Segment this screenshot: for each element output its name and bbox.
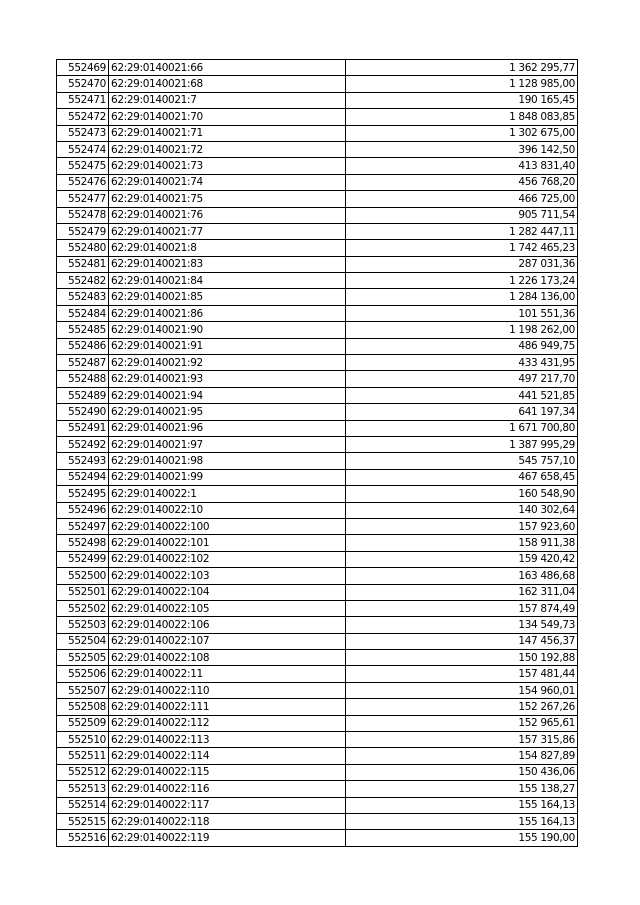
cadastral-value-cell: 1 282 447,11 [346,223,578,239]
cadastral-value-cell: 1 198 262,00 [346,322,578,338]
cadastral-number-cell: 62:29:0140022:119 [109,830,346,846]
row-number-cell: 552508 [57,699,109,715]
table-row [57,633,578,649]
cadastral-number-cell: 62:29:0140022:10 [109,502,346,518]
cadastral-number-cell: 62:29:0140021:99 [109,469,346,485]
row-number-cell: 552499 [57,551,109,567]
table-row [57,715,578,731]
row-number-cell: 552477 [57,191,109,207]
table-row [57,273,578,289]
table-row [57,158,578,174]
cadastral-value-cell: 1 362 295,77 [346,60,578,76]
table-body [57,60,578,847]
cadastral-number-cell: 62:29:0140022:114 [109,748,346,764]
row-number-cell: 552505 [57,650,109,666]
row-number-cell: 552475 [57,158,109,174]
table-row [57,355,578,371]
cadastral-value-cell: 433 431,95 [346,355,578,371]
cadastral-value-cell: 140 302,64 [346,502,578,518]
cadastral-number-cell: 62:29:0140021:66 [109,60,346,76]
row-number-cell: 552495 [57,486,109,502]
table-row [57,797,578,813]
row-number-cell: 552491 [57,420,109,436]
cadastral-number-cell: 62:29:0140022:102 [109,551,346,567]
table-row [57,141,578,157]
cadastral-value-cell: 157 923,60 [346,518,578,534]
cadastral-number-cell: 62:29:0140021:77 [109,223,346,239]
row-number-cell: 552510 [57,732,109,748]
row-number-cell: 552476 [57,174,109,190]
cadastral-value-cell: 159 420,42 [346,551,578,567]
cadastral-value-cell: 1 226 173,24 [346,273,578,289]
cadastral-number-cell: 62:29:0140021:70 [109,109,346,125]
cadastral-number-cell: 62:29:0140021:84 [109,273,346,289]
cadastral-number-cell: 62:29:0140022:112 [109,715,346,731]
cadastral-value-cell: 162 311,04 [346,584,578,600]
row-number-cell: 552513 [57,781,109,797]
cadastral-number-cell: 62:29:0140022:115 [109,764,346,780]
cadastral-number-cell: 62:29:0140022:106 [109,617,346,633]
table-row [57,535,578,551]
cadastral-number-cell: 62:29:0140021:95 [109,404,346,420]
cadastral-value-cell: 155 164,13 [346,813,578,829]
cadastral-number-cell: 62:29:0140021:72 [109,141,346,157]
row-number-cell: 552488 [57,371,109,387]
cadastral-number-cell: 62:29:0140021:96 [109,420,346,436]
cadastral-number-cell: 62:29:0140021:98 [109,453,346,469]
row-number-cell: 552472 [57,109,109,125]
table-row [57,289,578,305]
cadastral-value-cell: 486 949,75 [346,338,578,354]
cadastral-number-cell: 62:29:0140022:101 [109,535,346,551]
row-number-cell: 552470 [57,76,109,92]
table-row [57,256,578,272]
cadastral-value-cell: 163 486,68 [346,568,578,584]
table-row [57,732,578,748]
cadastral-value-cell: 154 827,89 [346,748,578,764]
cadastral-number-cell: 62:29:0140022:111 [109,699,346,715]
row-number-cell: 552502 [57,600,109,616]
row-number-cell: 552493 [57,453,109,469]
table-row [57,617,578,633]
cadastral-value-cell: 152 965,61 [346,715,578,731]
row-number-cell: 552478 [57,207,109,223]
cadastral-number-cell: 62:29:0140021:91 [109,338,346,354]
table-row [57,387,578,403]
table-row [57,551,578,567]
cadastral-value-cell: 147 456,37 [346,633,578,649]
row-number-cell: 552516 [57,830,109,846]
cadastral-value-cell: 157 874,49 [346,600,578,616]
table-row [57,486,578,502]
table-row [57,92,578,108]
table-row [57,174,578,190]
cadastral-number-cell: 62:29:0140022:116 [109,781,346,797]
cadastral-value-cell: 467 658,45 [346,469,578,485]
row-number-cell: 552506 [57,666,109,682]
row-number-cell: 552483 [57,289,109,305]
row-number-cell: 552486 [57,338,109,354]
table-row [57,338,578,354]
cadastral-number-cell: 62:29:0140022:110 [109,682,346,698]
cadastral-number-cell: 62:29:0140022:1 [109,486,346,502]
row-number-cell: 552511 [57,748,109,764]
row-number-cell: 552497 [57,518,109,534]
cadastral-value-cell: 150 436,06 [346,764,578,780]
table-row [57,420,578,436]
table-row [57,305,578,321]
cadastral-value-cell: 1 671 700,80 [346,420,578,436]
row-number-cell: 552504 [57,633,109,649]
cadastral-number-cell: 62:29:0140021:8 [109,240,346,256]
row-number-cell: 552496 [57,502,109,518]
cadastral-value-cell: 160 548,90 [346,486,578,502]
cadastral-value-table [56,59,578,847]
cadastral-number-cell: 62:29:0140021:73 [109,158,346,174]
table-row [57,699,578,715]
cadastral-value-cell: 396 142,50 [346,141,578,157]
table-row [57,322,578,338]
row-number-cell: 552469 [57,60,109,76]
row-number-cell: 552484 [57,305,109,321]
table-row [57,650,578,666]
cadastral-value-cell: 413 831,40 [346,158,578,174]
table-row [57,436,578,452]
table-row [57,453,578,469]
row-number-cell: 552481 [57,256,109,272]
row-number-cell: 552492 [57,436,109,452]
cadastral-value-cell: 134 549,73 [346,617,578,633]
row-number-cell: 552474 [57,141,109,157]
table-row [57,404,578,420]
cadastral-number-cell: 62:29:0140021:90 [109,322,346,338]
table-row [57,223,578,239]
cadastral-value-cell: 1 284 136,00 [346,289,578,305]
table-row [57,502,578,518]
cadastral-value-cell: 158 911,38 [346,535,578,551]
cadastral-value-cell: 466 725,00 [346,191,578,207]
row-number-cell: 552507 [57,682,109,698]
table-row [57,518,578,534]
cadastral-value-cell: 641 197,34 [346,404,578,420]
table-row [57,207,578,223]
row-number-cell: 552509 [57,715,109,731]
cadastral-value-cell: 190 165,45 [346,92,578,108]
cadastral-number-cell: 62:29:0140021:83 [109,256,346,272]
cadastral-number-cell: 62:29:0140021:74 [109,174,346,190]
table-row [57,568,578,584]
cadastral-value-cell: 497 217,70 [346,371,578,387]
table-row [57,371,578,387]
cadastral-number-cell: 62:29:0140021:85 [109,289,346,305]
row-number-cell: 552512 [57,764,109,780]
cadastral-number-cell: 62:29:0140022:108 [109,650,346,666]
cadastral-value-cell: 150 192,88 [346,650,578,666]
row-number-cell: 552501 [57,584,109,600]
cadastral-number-cell: 62:29:0140021:94 [109,387,346,403]
row-number-cell: 552503 [57,617,109,633]
cadastral-number-cell: 62:29:0140021:68 [109,76,346,92]
cadastral-number-cell: 62:29:0140022:103 [109,568,346,584]
table-row [57,469,578,485]
row-number-cell: 552514 [57,797,109,813]
row-number-cell: 552471 [57,92,109,108]
cadastral-number-cell: 62:29:0140021:7 [109,92,346,108]
table-row [57,781,578,797]
cadastral-number-cell: 62:29:0140021:86 [109,305,346,321]
row-number-cell: 552487 [57,355,109,371]
table-row [57,240,578,256]
cadastral-number-cell: 62:29:0140021:92 [109,355,346,371]
cadastral-number-cell: 62:29:0140022:107 [109,633,346,649]
row-number-cell: 552490 [57,404,109,420]
table-row [57,109,578,125]
cadastral-value-cell: 155 138,27 [346,781,578,797]
cadastral-number-cell: 62:29:0140021:76 [109,207,346,223]
cadastral-value-cell: 905 711,54 [346,207,578,223]
row-number-cell: 552515 [57,813,109,829]
cadastral-number-cell: 62:29:0140022:100 [109,518,346,534]
table-row [57,682,578,698]
cadastral-value-cell: 155 164,13 [346,797,578,813]
row-number-cell: 552498 [57,535,109,551]
cadastral-value-cell: 545 757,10 [346,453,578,469]
row-number-cell: 552494 [57,469,109,485]
table-row [57,600,578,616]
row-number-cell: 552479 [57,223,109,239]
cadastral-number-cell: 62:29:0140022:118 [109,813,346,829]
table-row [57,191,578,207]
row-number-cell: 552482 [57,273,109,289]
cadastral-value-cell: 1 848 083,85 [346,109,578,125]
cadastral-number-cell: 62:29:0140021:97 [109,436,346,452]
cadastral-value-cell: 1 128 985,00 [346,76,578,92]
cadastral-number-cell: 62:29:0140022:113 [109,732,346,748]
cadastral-value-cell: 456 768,20 [346,174,578,190]
table-row [57,125,578,141]
cadastral-number-cell: 62:29:0140022:117 [109,797,346,813]
cadastral-number-cell: 62:29:0140021:75 [109,191,346,207]
table-row [57,748,578,764]
row-number-cell: 552489 [57,387,109,403]
cadastral-value-cell: 287 031,36 [346,256,578,272]
cadastral-value-cell: 441 521,85 [346,387,578,403]
table-row [57,830,578,846]
cadastral-value-cell: 155 190,00 [346,830,578,846]
row-number-cell: 552500 [57,568,109,584]
row-number-cell: 552473 [57,125,109,141]
table-row [57,764,578,780]
cadastral-value-cell: 1 387 995,29 [346,436,578,452]
cadastral-value-cell: 1 742 465,23 [346,240,578,256]
table-row [57,584,578,600]
cadastral-value-cell: 152 267,26 [346,699,578,715]
cadastral-value-cell: 154 960,01 [346,682,578,698]
cadastral-number-cell: 62:29:0140022:104 [109,584,346,600]
table-row [57,666,578,682]
table-row [57,813,578,829]
cadastral-number-cell: 62:29:0140021:71 [109,125,346,141]
cadastral-value-cell: 157 315,86 [346,732,578,748]
cadastral-number-cell: 62:29:0140022:11 [109,666,346,682]
cadastral-number-cell: 62:29:0140021:93 [109,371,346,387]
table-row [57,60,578,76]
row-number-cell: 552485 [57,322,109,338]
table-row [57,76,578,92]
row-number-cell: 552480 [57,240,109,256]
cadastral-number-cell: 62:29:0140022:105 [109,600,346,616]
cadastral-value-cell: 101 551,36 [346,305,578,321]
cadastral-value-cell: 1 302 675,00 [346,125,578,141]
cadastral-value-cell: 157 481,44 [346,666,578,682]
